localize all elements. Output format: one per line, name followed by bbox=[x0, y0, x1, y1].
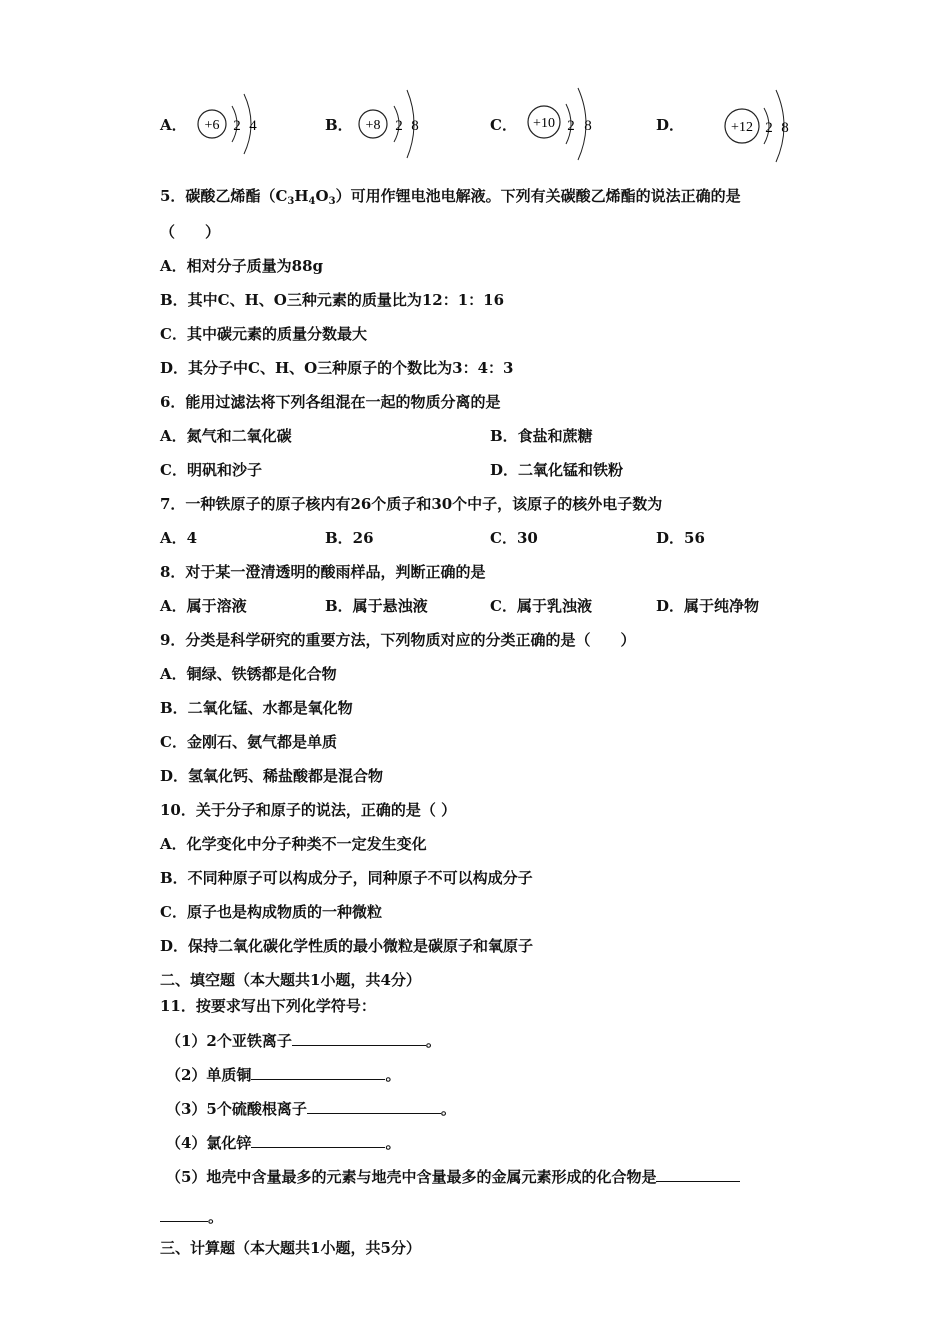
atom-structure-icon bbox=[526, 84, 606, 164]
question-6-option-d: D．二氧化锰和铁粉 bbox=[490, 461, 624, 479]
nucleus-charge: +10 bbox=[533, 116, 555, 131]
question-8-option-b: B．属于悬浊液 bbox=[325, 597, 428, 615]
question-11-item-5: （5）地壳中含量最多的元素与地壳中含量最多的金属元素形成的化合物是 bbox=[166, 1166, 740, 1187]
question-6-option-b: B．食盐和蔗糖 bbox=[490, 427, 593, 445]
atom-structure-icon bbox=[692, 84, 789, 164]
nucleus-charge: +8 bbox=[365, 118, 381, 133]
question-10-stem: 10．关于分子和原子的说法，正确的是（ ） bbox=[160, 801, 457, 819]
question-9-option-b: B．二氧化锰、水都是氧化物 bbox=[160, 699, 353, 717]
shell-2-electrons: 8 bbox=[411, 118, 419, 134]
question-7-option-a: A．4 bbox=[160, 529, 198, 547]
option-label: A． bbox=[160, 116, 187, 134]
question-9-stem: 9．分类是科学研究的重要方法，下列物质对应的分类正确的是（ ） bbox=[160, 631, 636, 649]
atom-structure-icon bbox=[196, 84, 276, 164]
question-8-option-a: A．属于溶液 bbox=[160, 597, 247, 615]
question-6-option-c: C．明矾和沙子 bbox=[160, 461, 262, 479]
answer-blank[interactable] bbox=[656, 1166, 740, 1182]
question-5-option-c: C．其中碳元素的质量分数最大 bbox=[160, 325, 367, 343]
option-label: C． bbox=[490, 116, 517, 134]
question-7-option-c: C．30 bbox=[490, 529, 538, 547]
question-5-stem: 5．碳酸乙烯酯$(C_3H_4O_3)$可用作锂电池电解液。下列有关碳酸乙烯酯的说法正确的是 bbox=[160, 187, 741, 207]
question-9-option-a: A．铜绿、铁锈都是化合物 bbox=[160, 665, 337, 683]
question-11-item-5-continuation: 。 bbox=[160, 1206, 223, 1227]
atom-structure-icon bbox=[361, 84, 441, 164]
question-9-option-d: D．氢氧化钙、稀盐酸都是混合物 bbox=[160, 767, 384, 785]
question-10-option-a: A．化学变化中分子种类不一定发生变化 bbox=[160, 835, 427, 853]
question-11-stem: 11．按要求写出下列化学符号： bbox=[160, 997, 376, 1015]
answer-blank[interactable] bbox=[251, 1064, 385, 1080]
shell-2-electrons: 8 bbox=[781, 120, 789, 136]
question-9-option-c: C．金刚石、氨气都是单质 bbox=[160, 733, 337, 751]
question-7-option-d: D．56 bbox=[656, 529, 705, 547]
question-8-option-d: D．属于纯净物 bbox=[656, 597, 760, 615]
shell-2-electrons: 8 bbox=[584, 118, 592, 134]
option-label: D． bbox=[656, 116, 685, 134]
question-10-option-b: B．不同种原子可以构成分子，同种原子不可以构成分子 bbox=[160, 869, 533, 887]
question-6-option-a: A．氮气和二氧化碳 bbox=[160, 427, 292, 445]
question-11-item-2: （2）单质铜 。 bbox=[166, 1066, 401, 1084]
option-label: B． bbox=[325, 116, 353, 134]
shell-1-electrons: 2 bbox=[765, 120, 773, 136]
question-11-item-4: （4）氯化锌 。 bbox=[166, 1134, 401, 1152]
answer-paren: （ ） bbox=[160, 223, 221, 241]
section-2-heading: 二、填空题（本大题共1小题，共4分） bbox=[160, 971, 421, 989]
shell-2-electrons: 4 bbox=[249, 118, 257, 134]
shell-1-electrons: 2 bbox=[395, 118, 403, 134]
answer-blank[interactable] bbox=[251, 1132, 385, 1148]
shell-1-electrons: 2 bbox=[233, 118, 241, 134]
question-6-stem: 6．能用过滤法将下列各组混在一起的物质分离的是 bbox=[160, 393, 501, 411]
question-5-option-b: B．其中C、H、O三种元素的质量比为12：1：16 bbox=[160, 291, 505, 309]
nucleus-charge: +6 bbox=[204, 118, 220, 133]
answer-blank[interactable] bbox=[160, 1206, 208, 1222]
answer-blank[interactable] bbox=[307, 1098, 441, 1114]
answer-blank[interactable] bbox=[292, 1030, 426, 1046]
question-7-stem: 7．一种铁原子的原子核内有26个质子和30个中子，该原子的核外电子数为 bbox=[160, 495, 663, 513]
nucleus-charge: +12 bbox=[731, 120, 753, 135]
shell-1-electrons: 2 bbox=[567, 118, 575, 134]
question-11-item-3: （3）5个硫酸根离子 。 bbox=[166, 1100, 456, 1118]
question-5-option-a: A．相对分子质量为88g bbox=[160, 257, 324, 275]
section-3-heading: 三、计算题（本大题共1小题，共5分） bbox=[160, 1239, 421, 1257]
question-11-item-1: （1）2个亚铁离子 。 bbox=[166, 1032, 441, 1050]
question-7-option-b: B．26 bbox=[325, 529, 374, 547]
question-8-stem: 8．对于某一澄清透明的酸雨样品，判断正确的是 bbox=[160, 563, 486, 581]
question-10-option-d: D．保持二氧化碳化学性质的最小微粒是碳原子和氧原子 bbox=[160, 937, 534, 955]
question-5-option-d: D．其分子中C、H、O三种原子的个数比为3：4：3 bbox=[160, 359, 514, 377]
question-10-option-c: C．原子也是构成物质的一种微粒 bbox=[160, 903, 382, 921]
question-8-option-c: C．属于乳浊液 bbox=[490, 597, 592, 615]
